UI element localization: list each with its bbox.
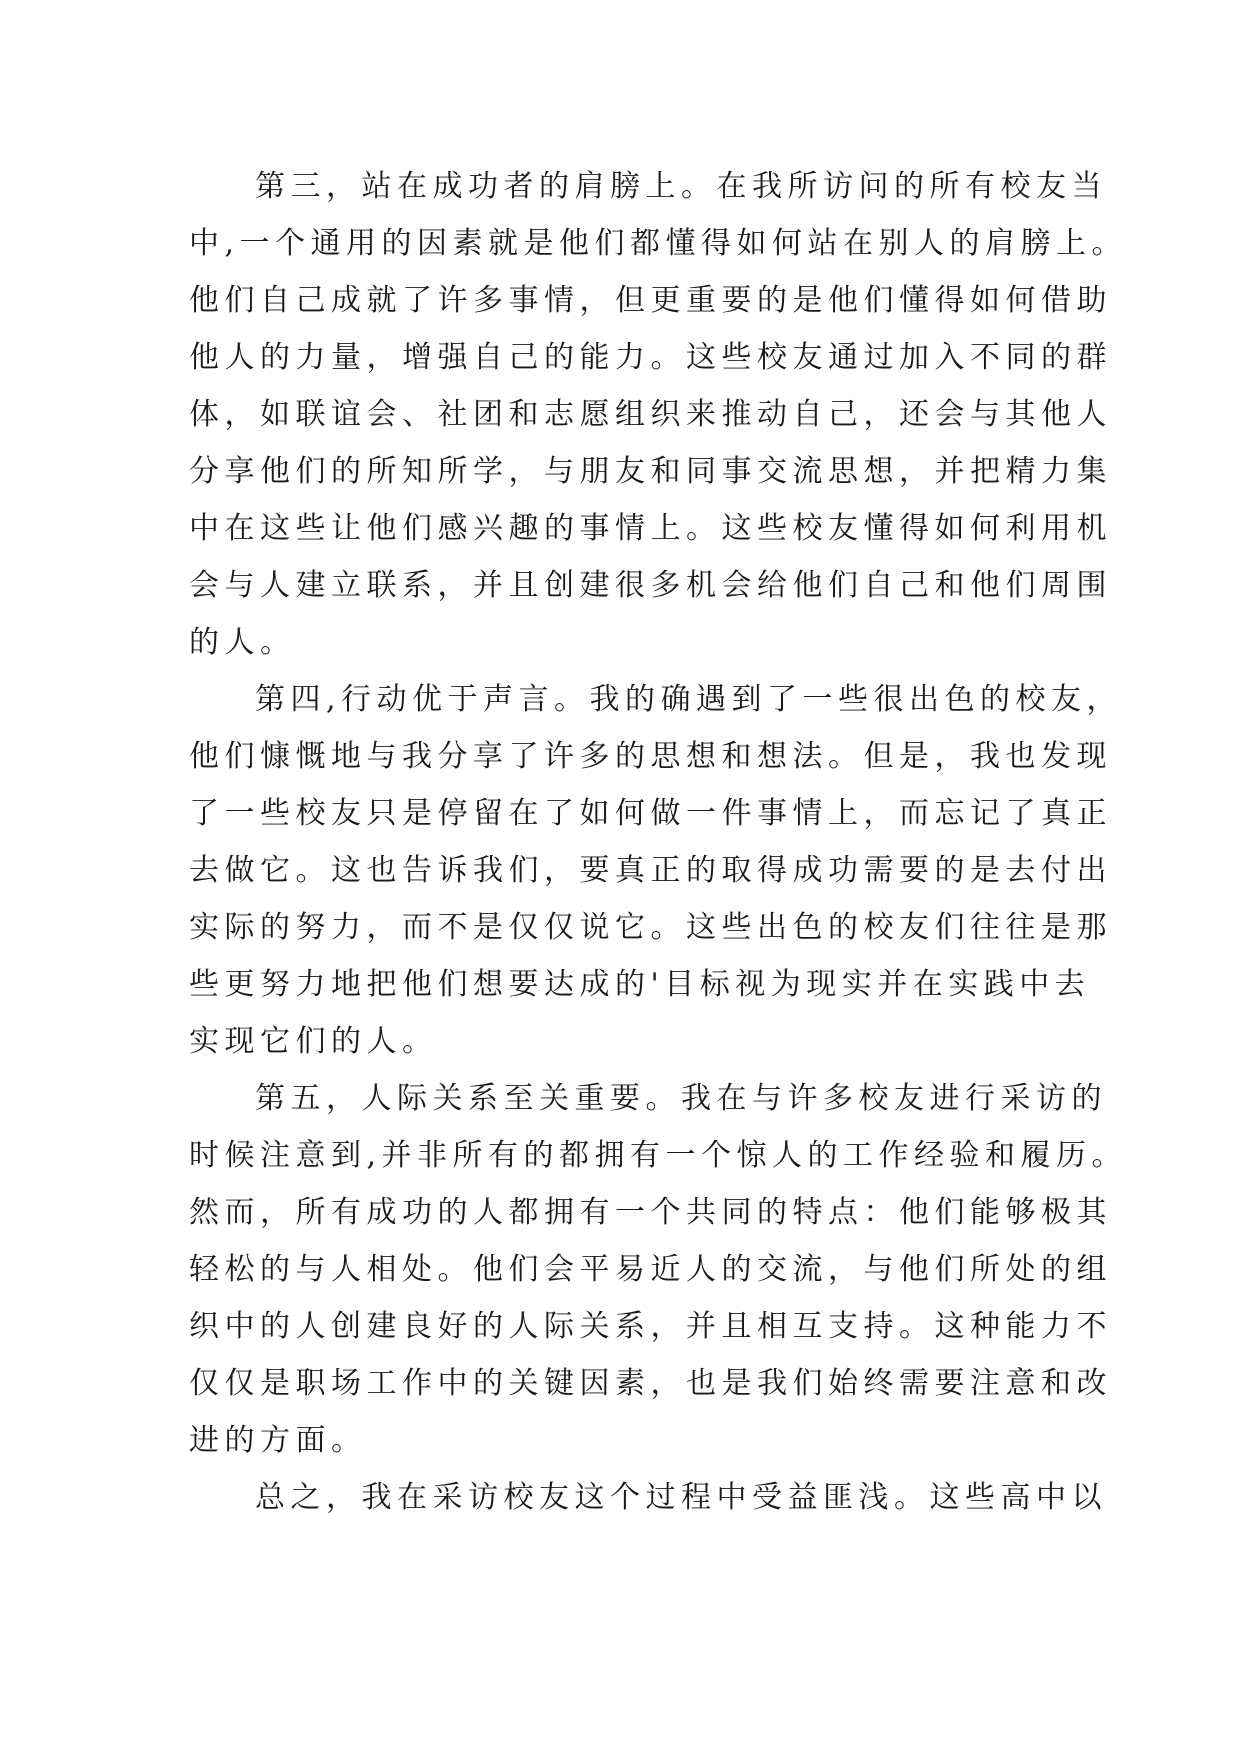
text-line: 去做它。这也告诉我们，要真正的取得成功需要的是去付出	[189, 853, 1112, 888]
text-line: 中在这些让他们感兴趣的事情上。这些校友懂得如何利用机	[189, 511, 1112, 546]
text-line: 实现它们的人。	[189, 1024, 438, 1059]
text-line: 实际的努力，而不是仅仅说它。这些出色的校友们往往是那	[189, 910, 1112, 945]
document-body	[189, 158, 1128, 1526]
text-line: 第三，站在成功者的肩膀上。在我所访问的所有校友当	[255, 169, 1107, 204]
text-line: 体，如联谊会、社团和志愿组织来推动自己，还会与其他人	[189, 397, 1112, 432]
text-line: 中,一个通用的因素就是他们都懂得如何站在别人的肩膀上。	[189, 226, 1128, 261]
text-line: 他们慷慨地与我分享了许多的思想和想法。但是，我也发现	[189, 739, 1112, 774]
text-line: 第五，人际关系至关重要。我在与许多校友进行采访的	[255, 1081, 1107, 1116]
text-line: 分享他们的所知所学，与朋友和同事交流思想，并把精力集	[189, 454, 1112, 489]
text-line: 会与人建立联系，并且创建很多机会给他们自己和他们周围	[189, 568, 1112, 603]
text-line: 了一些校友只是停留在了如何做一件事情上，而忘记了真正	[189, 796, 1112, 831]
text-line: 些更努力地把他们想要达成的'目标视为现实并在实践中去	[189, 967, 1091, 1002]
text-line: 他人的力量，增强自己的能力。这些校友通过加入不同的群	[189, 340, 1112, 375]
text-line: 总之，我在采访校友这个过程中受益匪浅。这些高中以	[255, 1480, 1107, 1515]
text-line: 然而，所有成功的人都拥有一个共同的特点：他们能够极其	[189, 1195, 1112, 1230]
text-line: 时候注意到,并非所有的都拥有一个惊人的工作经验和履历。	[189, 1138, 1128, 1173]
text-line: 的人。	[189, 625, 296, 660]
text-line: 轻松的与人相处。他们会平易近人的交流，与他们所处的组	[189, 1252, 1112, 1287]
text-line: 仅仅是职场工作中的关键因素，也是我们始终需要注意和改	[189, 1366, 1112, 1401]
text-line: 第四,行动优于声言。我的确遇到了一些很出色的校友，	[255, 682, 1123, 717]
text-line: 织中的人创建良好的人际关系，并且相互支持。这种能力不	[189, 1309, 1112, 1344]
text-line: 进的方面。	[189, 1423, 367, 1458]
text-line: 他们自己成就了许多事情，但更重要的是他们懂得如何借助	[189, 283, 1112, 318]
